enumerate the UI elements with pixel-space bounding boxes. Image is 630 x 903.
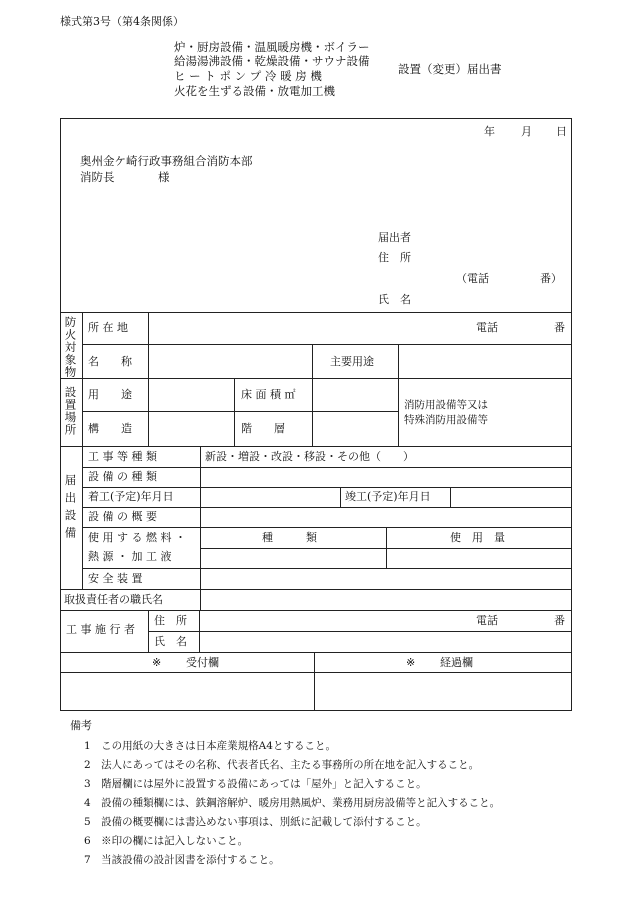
start-date-label: 着工(予定)年月日	[88, 490, 174, 503]
place-use-label: 用 途	[88, 388, 132, 401]
contractor-ban-label: 番	[554, 614, 565, 627]
fire-equipment-line-2: 特殊消防用設備等	[404, 414, 488, 426]
work-type-options: 新設・増設・改設・移設・その他（ ）	[205, 450, 414, 463]
target-location-label: 所 在 地	[88, 321, 128, 334]
equip-type-label: 設 備 の 種 類	[88, 470, 157, 483]
note-5: 5 設備の概要欄には書込めない事項は、別紙に記載して添付すること。	[84, 816, 427, 828]
title-suffix: 設置（変更）届出書	[398, 62, 502, 76]
fire-equipment-line-1: 消防用設備等又は	[404, 399, 488, 411]
progress-mark: ※	[406, 656, 416, 669]
note-3: 3 階層欄には屋外に設置する設備にあっては「屋外」と記入すること。	[84, 778, 427, 790]
title-line-4: 火花を生ずる設備・放電加工機	[174, 84, 335, 98]
note-2: 2 法人にあってはその名称、代表者氏名、主たる事務所の所在地を記入すること。	[84, 759, 480, 771]
fuel-amount-header: 使 用 量	[450, 531, 505, 544]
note-6: 6 ※印の欄には記入しないこと。	[84, 835, 249, 847]
date-year: 年	[484, 125, 495, 138]
title-line-3: ヒ ー ト ポ ン プ 冷 暖 房 機	[174, 69, 322, 83]
target-label: 防火対象物	[63, 316, 78, 379]
equipment-label: 届出設備	[63, 474, 78, 544]
notes-title: 備考	[70, 719, 92, 732]
safety-label: 安 全 装 置	[88, 572, 143, 585]
applicant-phone-close: 番）	[540, 272, 562, 285]
title-line-1: 炉・厨房設備・温風暖房機・ボイラー	[174, 40, 370, 54]
contractor-phone-label: 電話	[476, 614, 498, 627]
applicant-address-label: 住 所	[378, 251, 411, 264]
applicant-name-label: 氏 名	[378, 293, 411, 306]
addressee-chief: 消防長	[80, 170, 115, 184]
target-ban-label: 番	[554, 321, 565, 334]
reception-label: 受付欄	[186, 656, 219, 669]
title-line-2: 給湯湯沸設備・乾燥設備・サウナ設備	[174, 54, 370, 68]
target-phone-label: 電話	[476, 321, 498, 334]
end-date-label: 竣工(予定)年月日	[345, 490, 431, 503]
work-type-label: 工 事 等 種 類	[88, 450, 157, 463]
floor-label: 階 層	[241, 422, 285, 435]
main-use-label: 主要用途	[330, 355, 374, 368]
note-7: 7 当該設備の設計図書を添付すること。	[84, 854, 280, 866]
structure-label: 構 造	[88, 422, 132, 435]
progress-label: 経過欄	[440, 656, 473, 669]
overview-label: 設 備 の 概 要	[88, 510, 157, 523]
contractor-label: 工 事 施 行 者	[66, 623, 135, 636]
reception-mark: ※	[152, 656, 162, 669]
target-name-label: 名 称	[88, 355, 132, 368]
applicant-phone-open: （電話	[456, 272, 489, 285]
date-month: 月	[521, 125, 532, 138]
fuel-kind-header: 種 類	[262, 531, 317, 544]
date-day: 日	[556, 125, 567, 138]
addressee-sama: 様	[158, 170, 170, 184]
floor-area-label: 床 面 積 ㎡	[241, 388, 296, 401]
note-1: 1 この用紙の大きさは日本産業規格A4とすること。	[84, 740, 336, 752]
form-number: 様式第3号（第4条関係）	[60, 15, 184, 28]
contractor-name-label: 氏 名	[154, 635, 187, 648]
fuel-label-2: 熱 源 ・ 加 工 液	[88, 550, 172, 563]
note-4: 4 設備の種類欄には、鉄鋼溶解炉、暖房用熱風炉、業務用厨房設備等と記入すること。	[84, 797, 501, 809]
handler-label: 取扱責任者の職氏名	[64, 593, 163, 606]
place-label: 設置場所	[63, 386, 78, 436]
addressee-org: 奥州金ケ崎行政事務組合消防本部	[80, 154, 253, 168]
applicant-header: 届出者	[378, 231, 411, 244]
contractor-address-label: 住 所	[154, 614, 187, 627]
fuel-label-1: 使 用 す る 燃 料 ・	[88, 531, 186, 544]
